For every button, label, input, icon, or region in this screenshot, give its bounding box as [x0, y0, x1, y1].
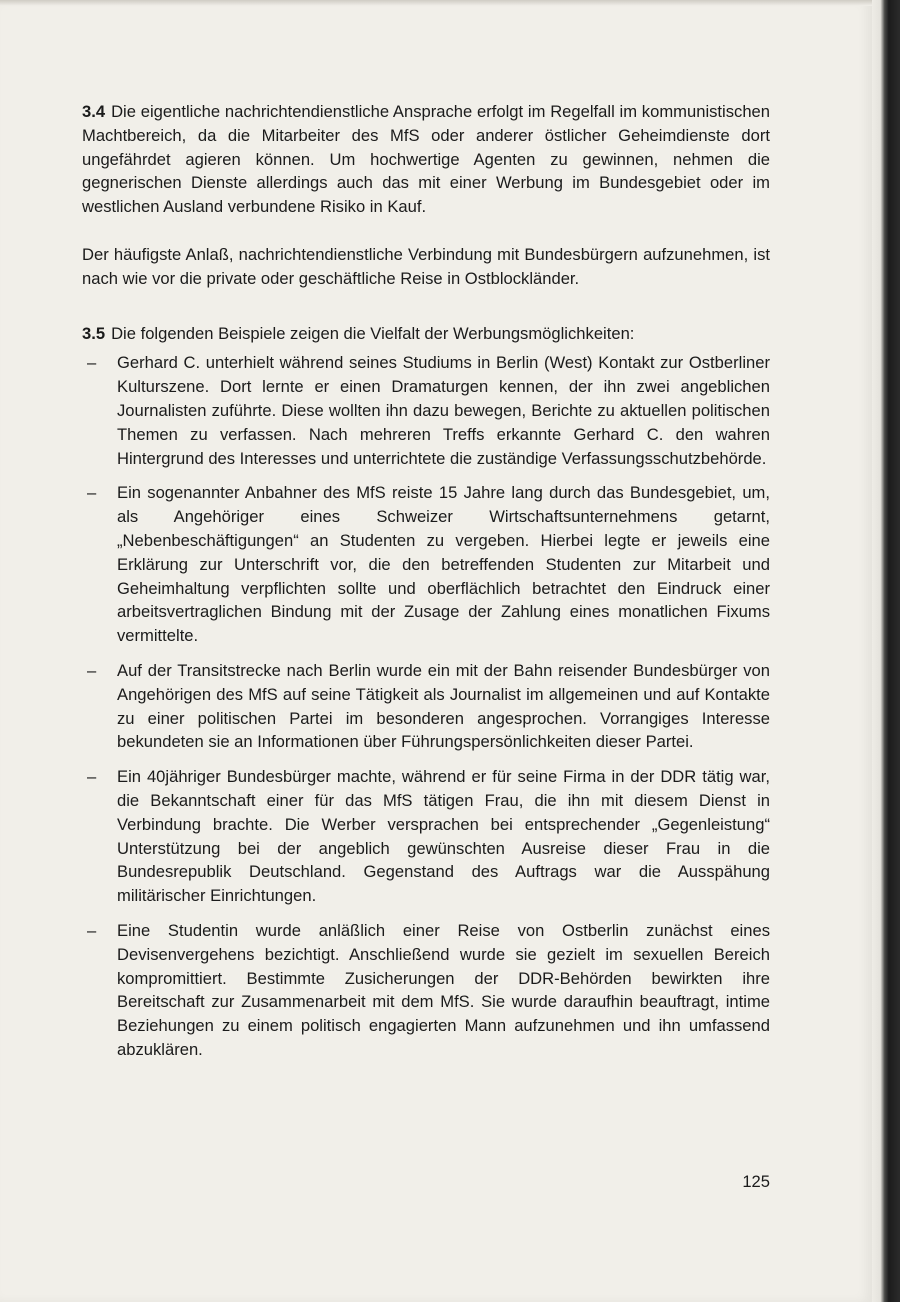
dash-bullet: –	[87, 920, 97, 940]
page-content	[82, 100, 770, 1073]
dash-bullet: –	[87, 660, 97, 680]
section-number-3-5: 3.5	[82, 323, 106, 343]
page-number: 125	[742, 1172, 770, 1191]
section-3-4-text: Die eigentliche nachrichtendienstliche Ansprache erfolgt im Regelfall im kommunistischen Machtbereich, da die Mitarbeiter des MfS oder anderer östlicher Geheimdienste dort ungefährdet agieren können. Um hochwertige Agenten zu gewinnen, nehmen die gegnerischen Dienste allerdings auch das mit einer Werbung im Bundesgebiet oder im westlichen Ausland verbundene Risiko in Kauf.	[82, 102, 770, 217]
dash-bullet: –	[87, 353, 97, 373]
dash-bullet: –	[87, 767, 97, 787]
section-3-4-paragraph-2: Der häufigste Anlaß, nachrichtendienstliche Verbindung mit Bundesbürgern aufzunehmen, ist nach wie vor die private oder geschäftliche Reise in Ostblockländer.	[82, 244, 770, 288]
examples-list	[82, 351, 770, 1061]
section-number-3-4: 3.4	[82, 102, 106, 121]
section-3-5-intro: Die folgenden Beispiele zeigen die Vielfalt der Werbungsmöglichkeiten:	[111, 323, 635, 343]
list-item-text: Ein sogenannter Anbahner des MfS reiste 15 Jahre lang durch das Bundesgebiet, um, als Angehöriger eines Schweizer Wirtschaftsunternehmens getarnt, „Nebenbeschäftigungen“ an Studenten zu vergeben. Hierbei legte er jeweils eine Erklärung zur Unterschrift vor, die den betreffenden Studenten zur Mitarbeit und Geheimhaltung verpflichten sollte und oberflächlich betrachtet den Eindruck einer arbeitsvertraglichen Bindung mit der Zusage der Zahlung eines monatlichen Fixums vermittelte.	[117, 483, 770, 646]
section-3-5-intro-paragraph	[82, 322, 770, 346]
list-item	[82, 481, 770, 648]
list-item	[82, 919, 770, 1062]
dash-bullet: –	[87, 483, 97, 503]
list-item	[82, 351, 770, 470]
book-spine-edge	[872, 0, 900, 1302]
list-item	[82, 765, 770, 908]
list-item-text: Gerhard C. unterhielt während seines Studiums in Berlin (West) Kontakt zur Ostberliner Kulturszene. Dort lernte er einen Dramaturgen kennen, der ihn zwei angeblichen Journalisten zuführte. Diese wollten ihn dazu bewegen, Berichte zu aktuellen politischen Themen zu verfassen. Nach mehreren Treffs erkannte Gerhard C. den wahren Hintergrund des Interesses und unterrichtete die zuständige Verfassungsschutzbehörde.	[117, 353, 770, 468]
list-item-text: Ein 40jähriger Bundesbürger machte, während er für seine Firma in der DDR tätig war, die Bekanntschaft einer für das MfS tätigen Frau, die ihn mit diesem Dienst in Verbindung brachte. Die Werber versprachen bei entsprechender „Gegenleistung“ Unterstützung bei der angeblich gewünschten Ausreise dieser Frau in die Bundesrepublik Deutschland. Gegenstand des Auftrags war die Ausspähung militärischer Einrichtungen.	[117, 767, 770, 906]
list-item-text: Eine Studentin wurde anläßlich einer Reise von Ostberlin zunächst eines Devisenvergehens bezichtigt. Anschließend wurde sie gezielt im sexuellen Bereich kompromittiert. Bestimmte Zusicherungen der DDR-Behörden bewirkten ihre Bereitschaft zur Zusammenarbeit mit dem MfS. Sie wurde daraufhin beauftragt, intime Beziehungen zu einem politisch engagierten Mann aufzunehmen und ihn umfassend abzuklären.	[117, 920, 770, 1059]
section-3-4-paragraph	[82, 100, 770, 219]
page-top-edge	[0, 0, 872, 6]
list-item	[82, 659, 770, 754]
list-item-text: Auf der Transitstrecke nach Berlin wurde ein mit der Bahn reisender Bundesbürger von Angehörigen des MfS auf seine Tätigkeit als Journalist im allgemeinen und auf Kontakte zu einer politischen Partei im besonderen angesprochen. Vorrangiges Interesse bekundeten sie an Informationen über Führungspersönlichkeiten dieser Partei.	[117, 660, 770, 752]
